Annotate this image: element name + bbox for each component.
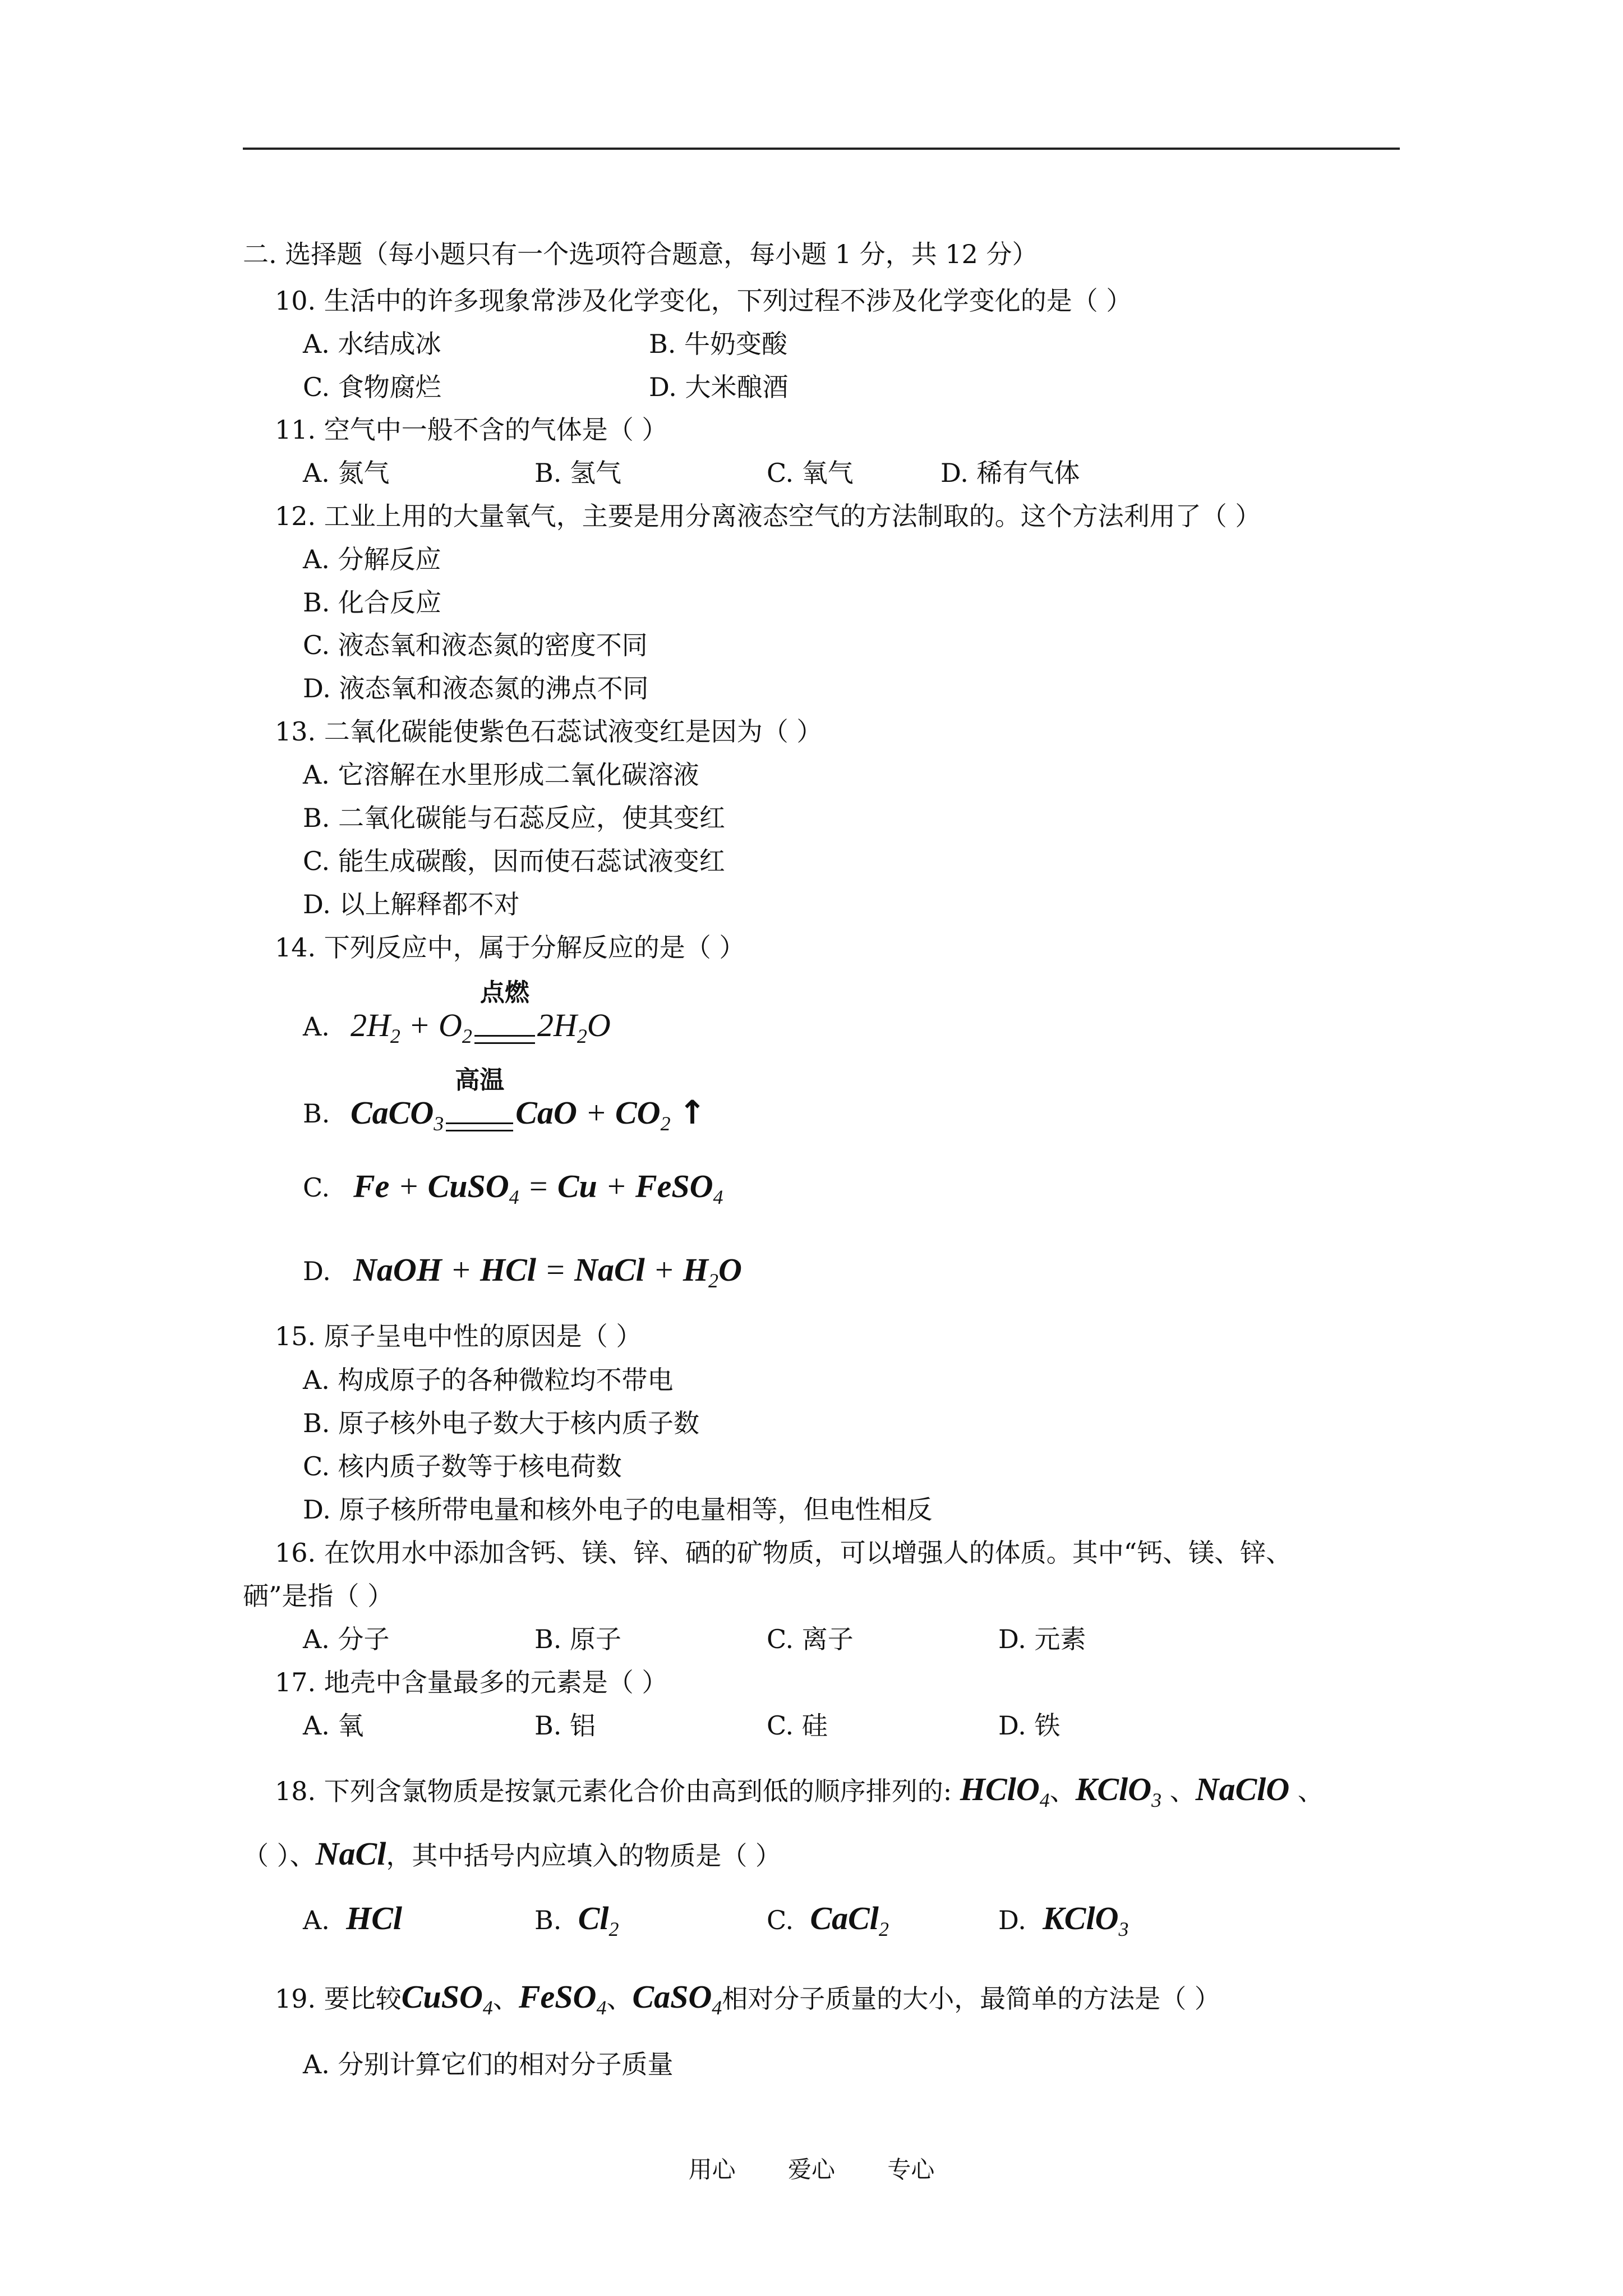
- q11-option-b: B. 氢气: [534, 458, 622, 488]
- q18-stem-text: 18. 下列含氯物质是按氯元素化合价由高到低的顺序排列的:: [275, 1776, 952, 1806]
- q13-option-d: D. 以上解释都不对: [303, 889, 520, 919]
- q14-option-a-label: A.: [303, 1011, 330, 1042]
- q18-stem-line1: 18. 下列含氯物质是按氯元素化合价由高到低的顺序排列的: HClO$_4$、KClO$_3$ 、NaClO 、: [275, 1771, 1324, 1811]
- q18-option-a-label: A.: [303, 1905, 330, 1935]
- q17-option-b: B. 铝: [534, 1710, 596, 1741]
- q10-option-a: A. 水结成冰: [303, 329, 441, 359]
- q14-condition-b: [446, 1066, 513, 1146]
- q12-option-b: B. 化合反应: [303, 587, 442, 618]
- q11-option-d: D. 稀有气体: [940, 458, 1080, 488]
- q12-option-c: C. 液态氧和液态氮的密度不同: [303, 630, 648, 660]
- q14-formula-d: NaOH + HCl = NaCl + $H_2O$: [353, 1251, 742, 1292]
- condition-high-temp: 高温: [455, 1066, 505, 1094]
- q19-stem-prefix: 19. 要比较: [275, 1984, 402, 2014]
- q10-option-c: C. 食物腐烂: [303, 372, 441, 402]
- q16-stem-line2: 硒”是指（ ）: [243, 1581, 394, 1611]
- q19-stem: 19. 要比较CuSO$_4$、FeSO$_4$、CaSO$_4$相对分子质量的大小，最简单的方法是（ ）: [275, 1978, 1220, 2019]
- q14-formula-c: Fe + CuSO$_4$ = Cu + FeSO$_4$: [353, 1168, 723, 1208]
- q18-stem-line2: [243, 1837, 781, 1872]
- q18-blank: （ ）、: [243, 1841, 316, 1871]
- q18-formula-d: KClO$_3$: [1043, 1900, 1129, 1940]
- q18-option-d-label: D.: [998, 1905, 1026, 1935]
- q11-stem: 11. 空气中一般不含的气体是（ ）: [275, 415, 668, 445]
- footer-word-2: 爱心: [787, 2156, 835, 2183]
- q13-option-b: B. 二氧化碳能与石蕊反应，使其变红: [303, 803, 726, 833]
- q12-option-d: D. 液态氧和液态氮的沸点不同: [303, 673, 649, 703]
- q10-option-b: B. 牛奶变酸: [649, 329, 788, 359]
- q10-stem: 10. 生活中的许多现象常涉及化学变化，下列过程不涉及化学变化的是（ ）: [275, 286, 1132, 316]
- q15-option-a: A. 构成原子的各种微粒均不带电: [303, 1365, 674, 1395]
- q13-option-c: C. 能生成碳酸，因而使石蕊试液变红: [303, 846, 725, 876]
- q10-option-d: D. 大米酿酒: [649, 372, 789, 402]
- q18-option-b-label: B.: [534, 1905, 562, 1935]
- q17-option-c: C. 硅: [767, 1710, 828, 1741]
- footer-word-1: 用心: [688, 2156, 736, 2183]
- q16-option-b: B. 原子: [534, 1624, 622, 1654]
- q16-option-d: D. 元素: [998, 1624, 1086, 1654]
- q19-formula-cuso4: CuSO$_4$: [401, 1978, 493, 2019]
- page-footer: [0, 2154, 1623, 2185]
- q18-stem-tail: ，其中括号内应填入的物质是（ ）: [386, 1841, 781, 1871]
- q15-option-c: C. 核内质子数等于核电荷数: [303, 1451, 622, 1481]
- q14-option-b-label: B.: [303, 1098, 330, 1129]
- q17-option-d: D. 铁: [998, 1710, 1061, 1741]
- q12-stem: 12. 工业上用的大量氧气，主要是用分离液态空气的方法制取的。这个方法利用了（ ）: [275, 501, 1261, 531]
- q16-stem-line1: 16. 在饮用水中添加含钙、镁、锌、硒的矿物质，可以增强人的体质。其中“钙、镁、锌、: [275, 1538, 1292, 1568]
- q12-option-a: A. 分解反应: [303, 544, 441, 574]
- q18-option-c: [767, 1902, 889, 1946]
- q14-option-d-label: D.: [303, 1256, 331, 1286]
- q18-option-b: [534, 1902, 619, 1946]
- q16-option-c: C. 离子: [767, 1624, 854, 1654]
- q15-option-d: D. 原子核所带电量和核外电子的电量相等，但电性相反: [303, 1494, 933, 1525]
- q13-stem: 13. 二氧化碳能使紫色石蕊试液变红是因为（ ）: [275, 716, 823, 747]
- header-rule: [243, 148, 1400, 150]
- q19-formula-feso4: FeSO$_4$: [518, 1978, 607, 2019]
- q18-formula-nacl: NaCl: [315, 1835, 386, 1872]
- footer-word-3: 专心: [887, 2156, 935, 2183]
- q17-option-a: A. 氧: [303, 1710, 364, 1741]
- q19-formula-caso4: CaSO$_4$: [632, 1978, 722, 2019]
- gas-arrow-icon: ↑: [679, 1093, 706, 1131]
- q18-formula-b: $Cl_2$: [578, 1900, 619, 1940]
- q18-formula-c: CaCl$_2$: [810, 1900, 889, 1940]
- q17-stem: 17. 地壳中含量最多的元素是（ ）: [275, 1667, 668, 1697]
- q15-stem: 15. 原子呈电中性的原因是（ ）: [275, 1321, 642, 1351]
- q11-option-a: A. 氮气: [303, 458, 390, 488]
- q14-option-c-label: C.: [303, 1172, 330, 1203]
- q11-option-c: C. 氧气: [767, 458, 854, 488]
- q13-option-a: A. 它溶解在水里形成二氧化碳溶液: [303, 760, 699, 790]
- q18-option-d: [998, 1902, 1129, 1946]
- q16-option-a: A. 分子: [303, 1624, 390, 1654]
- q14-condition-a: [474, 978, 535, 1059]
- q14-formula-a: $2H_2 + O_2$ 点燃 $2H_2O$: [351, 1003, 611, 1059]
- q15-option-b: B. 原子核外电子数大于核内质子数: [303, 1408, 700, 1438]
- condition-ignite: 点燃: [479, 978, 529, 1007]
- q14-formula-b: CaCO$_3$ 高温 CaO + $CO_2$ ↑: [351, 1090, 706, 1146]
- q19-option-a: A. 分别计算它们的相对分子质量: [303, 2049, 674, 2079]
- q18-formula-a: HCl: [346, 1900, 403, 1936]
- q19-stem-suffix: 相对分子质量的大小，最简单的方法是（ ）: [722, 1984, 1220, 2014]
- q14-stem: 14. 下列反应中，属于分解反应的是（ ）: [275, 932, 745, 963]
- q18-formula-kclo3: KClO$_3$: [1075, 1771, 1162, 1811]
- section-heading: 二. 选择题（每小题只有一个选项符合题意，每小题 1 分，共 12 分）: [243, 239, 1038, 269]
- q18-option-a: [303, 1902, 402, 1937]
- q18-formula-naclo: NaClO: [1195, 1771, 1290, 1807]
- q18-formula-hclo4: HClO$_4$: [960, 1771, 1050, 1811]
- q18-option-c-label: C.: [767, 1905, 794, 1935]
